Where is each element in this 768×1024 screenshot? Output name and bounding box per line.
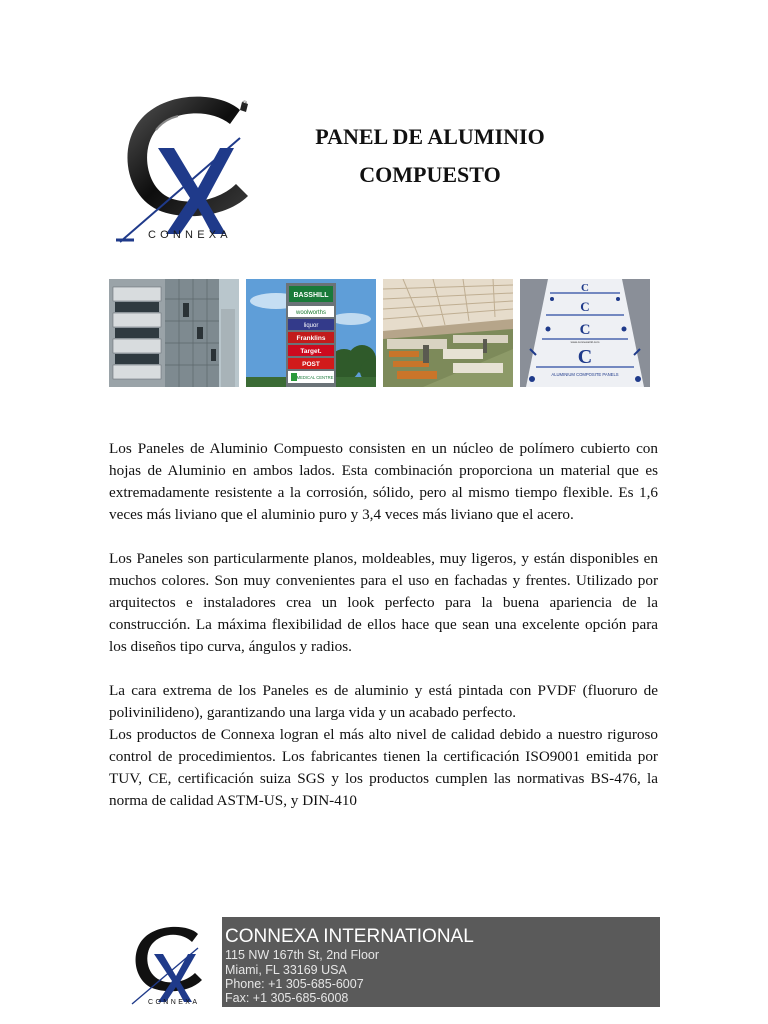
paragraph-4: Los productos de Connexa logran el más alto nivel de calidad debido a nuestro riguroso control de procedimientos. Los fabricantes tienen la certificación ISO9001 emitida por TUV, CE, certificación suiza SGS y los productos cumplen las normativas BS-476, la norma de calidad ASTM-US, y DIN-410: [109, 726, 658, 809]
sign-text-4: Target.: [300, 348, 322, 355]
registered-mark: ®: [242, 101, 248, 108]
footer-company-name: CONNEXA INTERNATIONAL: [225, 926, 474, 947]
sign-text-6: MEDICAL CENTRE: [296, 375, 334, 380]
footer-address-line-2: Miami, FL 33169 USA: [225, 963, 347, 977]
svg-text:C: C: [577, 346, 593, 368]
svg-text:C: C: [581, 282, 589, 294]
photo-shopping-sign: [246, 279, 376, 387]
paragraph-1: Los Paneles de Aluminio Compuesto consisten en un núcleo de polímero cubierto con hojas de Aluminio en ambos lados. Esta combinación proporciona un material que es extremadamente resistente a la corrosión, sólido, pero al mismo tiempo flexible. Es 1,6 veces más liviano que el aluminio puro y 3,4 veces más liviano que el acero.: [109, 440, 658, 523]
sign-text-2: liquor: [303, 323, 319, 329]
footer-contact-box: [222, 917, 660, 1007]
footer-logo-brand: CONNEXA: [148, 999, 200, 1006]
svg-text:C: C: [580, 299, 590, 314]
photo-factory: [383, 279, 513, 387]
connexa-logo: [108, 88, 273, 248]
page-title: [280, 118, 580, 194]
title-line-2: COMPUESTO: [359, 162, 501, 187]
footer-address-line-1: 115 NW 167th St, 2nd Floor: [225, 948, 380, 962]
sign-text-5: POST: [302, 361, 320, 368]
svg-text:C: C: [579, 322, 591, 338]
footer-phone: Phone: +1 305-685-6007: [225, 977, 364, 991]
footer-fax: Fax: +1 305-685-6008: [225, 991, 349, 1005]
footer-logo: [128, 922, 218, 1008]
logo-brand-text: CONNEXA: [148, 229, 232, 241]
paragraph-2: Los Paneles son particularmente planos, moldeables, muy ligeros, y están disponibles en muchos colores. Son muy convenientes para el uso en fachadas y frentes. Utilizado por arquitectos e instaladores crea un look perfecto para la buena apariencia de la construcción. La máxima flexibilidad de ellos hace que sean una excelente opción para los diseños tipo curva, ángulos y radios.: [109, 550, 658, 655]
paragraph-3: La cara extrema de los Paneles es de aluminio y está pintada con PVDF (fluoruro de polivinilideno), garantizando una larga vida y un acabado perfecto.: [109, 682, 658, 721]
panel-caption: ALUMINIUM COMPOSITE PANELS: [551, 372, 619, 377]
photo-strip: [109, 279, 649, 387]
photo-building-facade: [109, 279, 239, 387]
panel-url-text: www.connexaintl.com: [570, 340, 600, 344]
photo-printed-panels: [520, 279, 650, 387]
body-text: [109, 438, 658, 812]
sign-text-3: Franklins: [296, 335, 326, 342]
title-line-1: PANEL DE ALUMINIO: [315, 124, 545, 149]
sign-text-0: BASSHILL: [293, 292, 329, 299]
sign-text-1: woolworths: [295, 310, 327, 316]
